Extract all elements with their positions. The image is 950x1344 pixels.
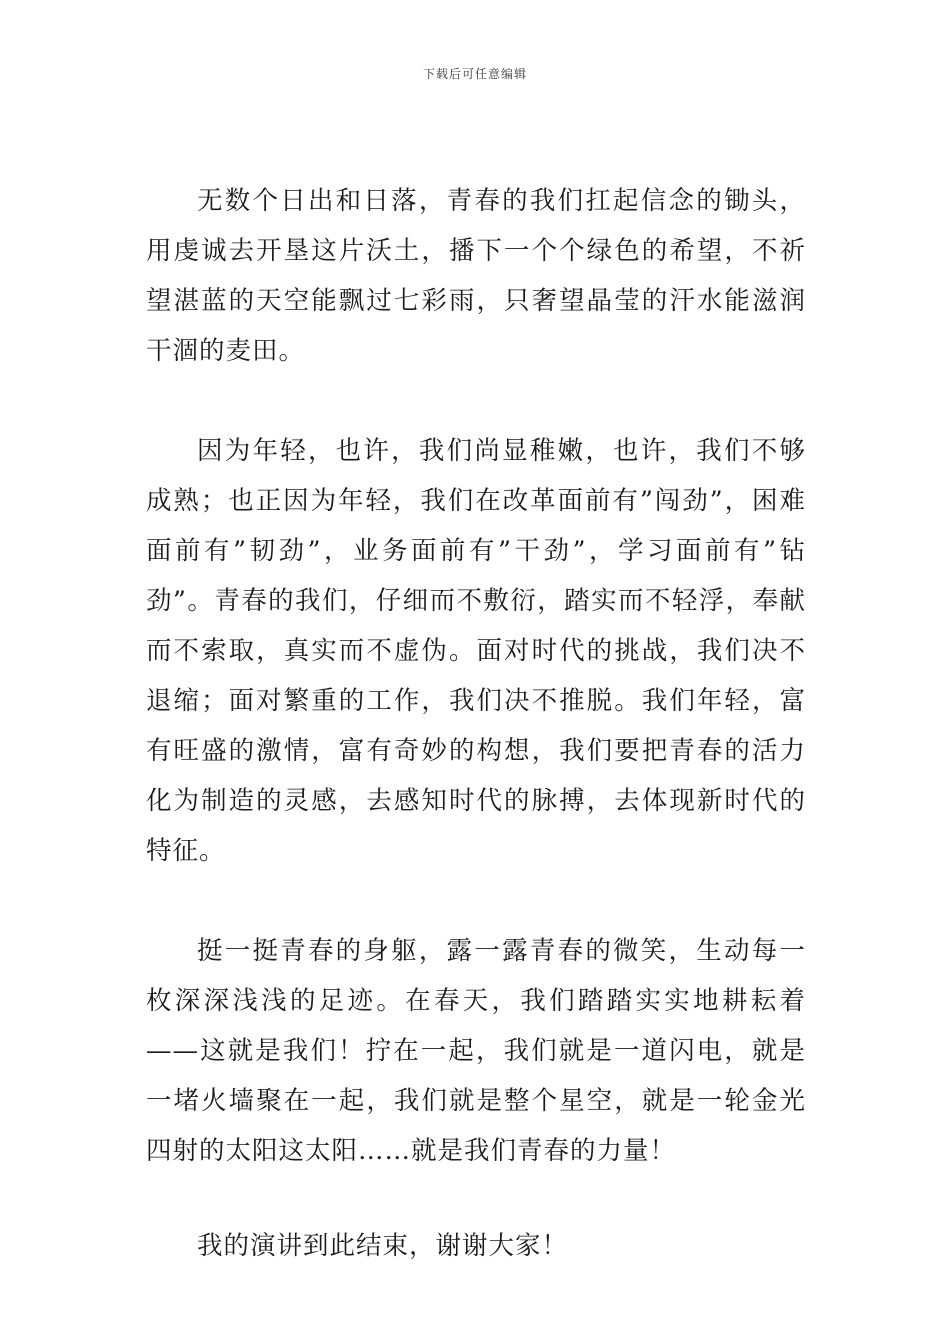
paragraph-sunrise: 无数个日出和日落，青春的我们扛起信念的锄头，用虔诚去开垦这片沃土，播下一个个绿色的希望，不祈望湛蓝的天空能飘过七彩雨，只奢望晶莹的汗水能滋润干涸的麦田。 <box>146 186 806 366</box>
document-body <box>146 176 806 1271</box>
paragraph-youth: 因为年轻，也许，我们尚显稚嫩，也许，我们不够成熟；也正因为年轻，我们在改革面前有”闯劲”，困难面前有”韧劲”，业务面前有”干劲”，学习面前有”钻劲”。青春的我们，仔细而不敷衍，踏实而不轻浮，奉献而不索取，真实而不虚伪。面对时代的挑战，我们决不退缩；面对繁重的工作，我们决不推脱。我们年轻，富有旺盛的激情，富有奇妙的构想，我们要把青春的活力化为制造的灵感，去感知时代的脉搏，去体现新时代的特征。 <box>146 436 806 866</box>
page-header: 下载后可任意编辑 <box>422 67 527 81</box>
paragraph-spring: 挺一挺青春的身躯，露一露青春的微笑，生动每一枚深深浅浅的足迹。在春天，我们踏踏实实地耕耘着——这就是我们！拧在一起，我们就是一道闪电，就是一堵火墙聚在一起，我们就是整个星空，就是一轮金光四射的太阳这太阳……就是我们青春的力量！ <box>146 936 806 1166</box>
paragraph-closing: 我的演讲到此结束，谢谢大家！ <box>197 1231 569 1261</box>
